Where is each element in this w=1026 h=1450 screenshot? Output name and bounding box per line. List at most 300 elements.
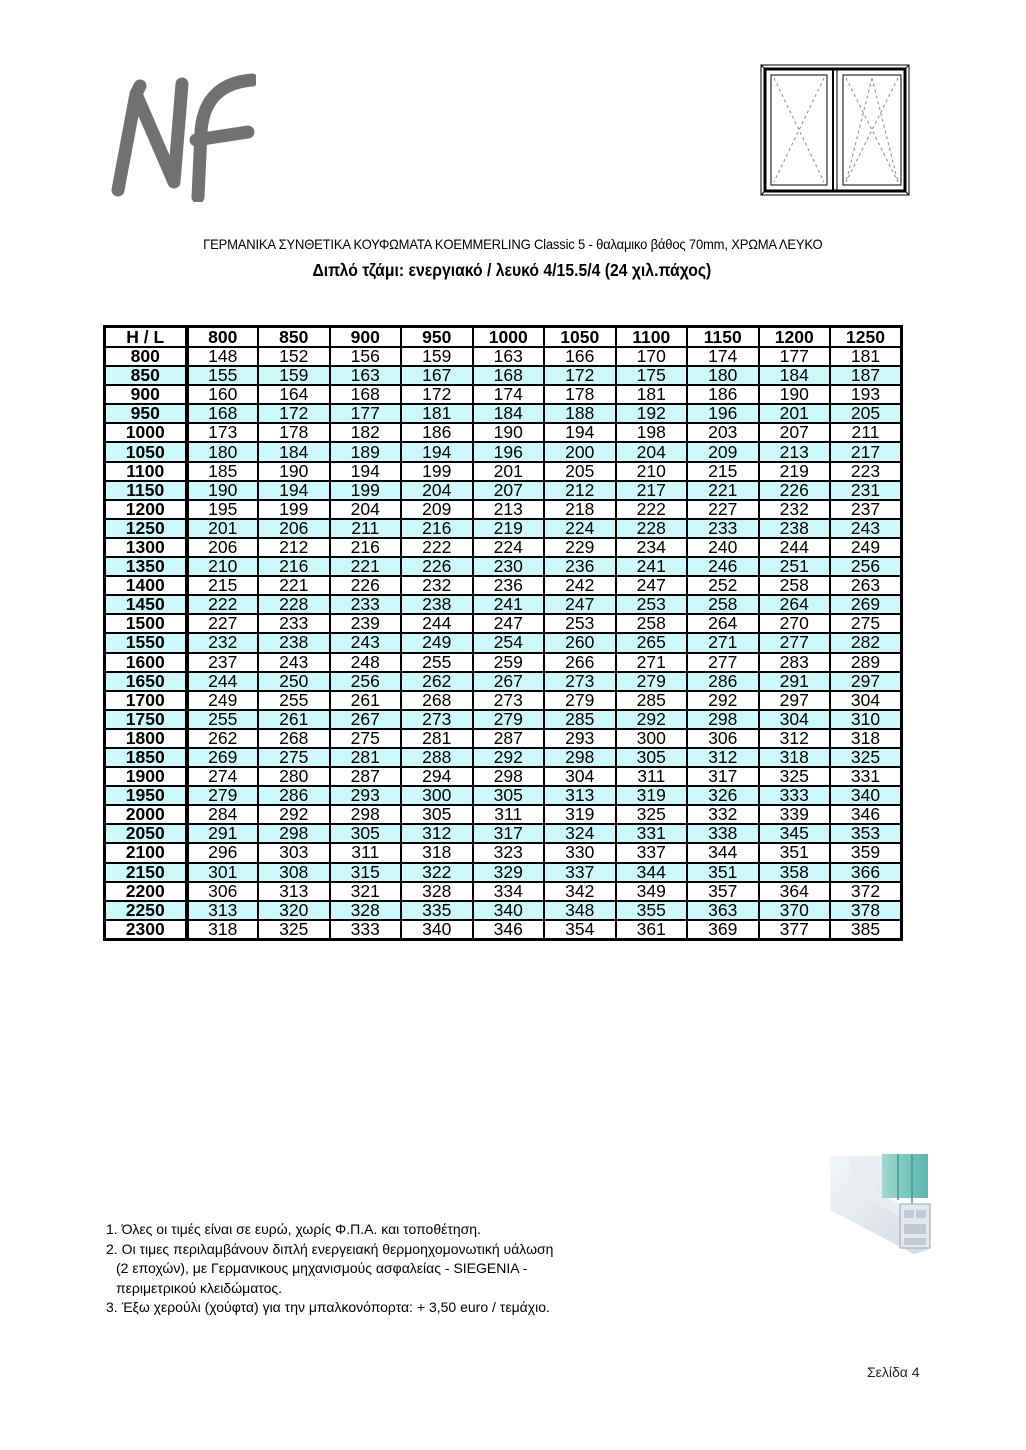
price-cell: 206	[258, 519, 330, 538]
price-cell: 261	[258, 710, 330, 729]
price-cell: 282	[830, 633, 902, 652]
price-cell: 204	[616, 442, 688, 461]
price-cell: 357	[687, 882, 759, 901]
price-cell: 304	[830, 691, 902, 710]
price-cell: 254	[473, 633, 545, 652]
price-cell: 292	[616, 710, 688, 729]
price-cell: 201	[473, 462, 545, 481]
price-cell: 291	[759, 672, 831, 691]
row-header-height-1900: 1900	[105, 767, 187, 786]
price-cell: 281	[401, 729, 473, 748]
price-cell: 244	[401, 614, 473, 633]
note-line: 1. Όλες οι τιμές είναι σε ευρώ, χωρίς Φ.Π.Α. και τοποθέτηση.	[106, 1221, 481, 1237]
table-row	[105, 843, 902, 862]
price-cell: 293	[330, 786, 402, 805]
price-cell: 310	[830, 710, 902, 729]
price-cell: 243	[830, 519, 902, 538]
price-cell: 260	[544, 633, 616, 652]
price-cell: 185	[187, 462, 259, 481]
row-header-height-2150: 2150	[105, 863, 187, 882]
price-cell: 192	[616, 404, 688, 423]
price-cell: 238	[759, 519, 831, 538]
note-item	[106, 1220, 553, 1240]
table-row	[105, 385, 902, 404]
price-cell: 318	[830, 729, 902, 748]
table-body	[105, 347, 902, 939]
table-row	[105, 366, 902, 385]
price-cell: 344	[616, 863, 688, 882]
price-cell: 198	[616, 423, 688, 442]
row-header-height-1450: 1450	[105, 595, 187, 614]
table-row	[105, 442, 902, 461]
price-cell: 173	[187, 423, 259, 442]
price-cell: 219	[759, 462, 831, 481]
price-cell: 189	[330, 442, 402, 461]
price-cell: 280	[258, 767, 330, 786]
price-cell: 285	[616, 691, 688, 710]
table-row	[105, 901, 902, 920]
price-cell: 168	[473, 366, 545, 385]
price-cell: 228	[616, 519, 688, 538]
row-header-height-950: 950	[105, 404, 187, 423]
price-cell: 273	[473, 691, 545, 710]
row-header-height-1400: 1400	[105, 576, 187, 595]
row-header-height-2250: 2250	[105, 901, 187, 920]
price-cell: 246	[687, 557, 759, 576]
price-cell: 349	[616, 882, 688, 901]
price-cell: 244	[759, 538, 831, 557]
price-cell: 273	[401, 710, 473, 729]
price-cell: 328	[330, 901, 402, 920]
price-cell: 297	[830, 672, 902, 691]
price-cell: 325	[616, 805, 688, 824]
document-subtitle: ΓΕΡΜΑΝΙΚΑ ΣΥΝΘΕΤΙΚΑ ΚΟΥΦΩΜΑΤΑ KOEMMERLING Classic 5 - θαλαμικο βάθος 70mm, ΧΡΩΜΑ ΛΕΥΚΟ	[203, 236, 823, 252]
price-cell: 187	[830, 366, 902, 385]
table-row	[105, 423, 902, 442]
price-cell: 323	[473, 843, 545, 862]
price-cell: 330	[544, 843, 616, 862]
row-header-height-1300: 1300	[105, 538, 187, 557]
price-cell: 232	[187, 633, 259, 652]
price-cell: 305	[473, 786, 545, 805]
price-cell: 348	[544, 901, 616, 920]
row-header-height-1200: 1200	[105, 500, 187, 519]
price-cell: 243	[330, 633, 402, 652]
price-cell: 292	[473, 748, 545, 767]
price-cell: 308	[258, 863, 330, 882]
price-cell: 337	[616, 843, 688, 862]
price-cell: 311	[330, 843, 402, 862]
price-cell: 321	[330, 882, 402, 901]
price-cell: 364	[759, 882, 831, 901]
price-cell: 264	[759, 595, 831, 614]
price-cell: 274	[187, 767, 259, 786]
row-header-height-1350: 1350	[105, 557, 187, 576]
price-cell: 331	[616, 824, 688, 843]
row-header-height-1150: 1150	[105, 481, 187, 500]
row-header-height-850: 850	[105, 366, 187, 385]
price-cell: 186	[401, 423, 473, 442]
price-cell: 212	[544, 481, 616, 500]
page-number: Σελίδα 4	[867, 1364, 920, 1380]
price-cell: 206	[187, 538, 259, 557]
price-cell: 325	[258, 920, 330, 940]
price-cell: 240	[687, 538, 759, 557]
price-cell: 305	[401, 805, 473, 824]
price-cell: 174	[687, 347, 759, 366]
price-cell: 286	[258, 786, 330, 805]
table-row	[105, 595, 902, 614]
row-header-height-1650: 1650	[105, 672, 187, 691]
price-cell: 252	[687, 576, 759, 595]
price-cell: 184	[759, 366, 831, 385]
table-row	[105, 863, 902, 882]
price-cell: 237	[830, 500, 902, 519]
price-cell: 267	[473, 672, 545, 691]
price-cell: 325	[759, 767, 831, 786]
price-cell: 255	[401, 653, 473, 672]
price-cell: 181	[616, 385, 688, 404]
column-header-width-950: 950	[401, 327, 473, 348]
price-cell: 217	[616, 481, 688, 500]
price-cell: 277	[687, 653, 759, 672]
table-row	[105, 462, 902, 481]
price-cell: 313	[544, 786, 616, 805]
price-cell: 209	[687, 442, 759, 461]
price-cell: 193	[830, 385, 902, 404]
column-header-width-1000: 1000	[473, 327, 545, 348]
price-cell: 370	[759, 901, 831, 920]
table-row	[105, 748, 902, 767]
price-cell: 279	[473, 710, 545, 729]
price-cell: 292	[258, 805, 330, 824]
note-line: 2. Οι τιμες περιλαμβάνουν διπλή ενεργειακή θερμοηχομονωτική υάλωση	[106, 1240, 554, 1257]
price-cell: 304	[759, 710, 831, 729]
price-cell: 331	[830, 767, 902, 786]
price-cell: 177	[759, 347, 831, 366]
table-row	[105, 672, 902, 691]
price-cell: 227	[687, 500, 759, 519]
price-cell: 190	[759, 385, 831, 404]
price-cell: 210	[187, 557, 259, 576]
price-cell: 205	[830, 404, 902, 423]
price-cell: 207	[759, 423, 831, 442]
price-cell: 184	[258, 442, 330, 461]
price-cell: 238	[401, 595, 473, 614]
price-cell: 163	[473, 347, 545, 366]
table-row	[105, 882, 902, 901]
price-cell: 279	[187, 786, 259, 805]
price-cell: 199	[401, 462, 473, 481]
price-cell: 351	[759, 843, 831, 862]
price-cell: 218	[544, 500, 616, 519]
row-header-height-1000: 1000	[105, 423, 187, 442]
table-header-row	[105, 327, 902, 348]
price-cell: 263	[830, 576, 902, 595]
price-cell: 306	[187, 882, 259, 901]
price-cell: 195	[187, 500, 259, 519]
price-cell: 194	[401, 442, 473, 461]
price-cell: 221	[687, 481, 759, 500]
price-cell: 230	[473, 557, 545, 576]
price-cell: 200	[544, 442, 616, 461]
price-cell: 346	[473, 920, 545, 940]
price-cell: 251	[759, 557, 831, 576]
table-row	[105, 786, 902, 805]
window-profile-image	[828, 1150, 940, 1260]
row-header-height-1700: 1700	[105, 691, 187, 710]
price-cell: 275	[258, 748, 330, 767]
price-cell: 190	[258, 462, 330, 481]
price-cell: 209	[401, 500, 473, 519]
price-cell: 311	[473, 805, 545, 824]
price-cell: 194	[544, 423, 616, 442]
row-header-height-1850: 1850	[105, 748, 187, 767]
row-header-height-1050: 1050	[105, 442, 187, 461]
price-cell: 219	[473, 519, 545, 538]
note-line: περιμετρικού κλειδώματος.	[116, 1279, 283, 1296]
price-cell: 196	[473, 442, 545, 461]
price-cell: 342	[544, 882, 616, 901]
table-row	[105, 614, 902, 633]
price-cell: 236	[473, 576, 545, 595]
price-cell: 196	[687, 404, 759, 423]
price-cell: 281	[330, 748, 402, 767]
price-cell: 312	[401, 824, 473, 843]
price-cell: 265	[616, 633, 688, 652]
price-cell: 172	[258, 404, 330, 423]
row-header-height-1500: 1500	[105, 614, 187, 633]
price-cell: 172	[544, 366, 616, 385]
note-line: (2 εποχών), με Γερμανικους μηχανισμούς ασφαλείας - SIEGENIA -	[116, 1260, 528, 1276]
price-cell: 317	[473, 824, 545, 843]
price-cell: 238	[258, 633, 330, 652]
table-row	[105, 691, 902, 710]
table-row	[105, 767, 902, 786]
price-cell: 296	[187, 843, 259, 862]
price-cell: 253	[616, 595, 688, 614]
price-cell: 298	[258, 824, 330, 843]
price-cell: 264	[687, 614, 759, 633]
price-cell: 305	[616, 748, 688, 767]
price-cell: 286	[687, 672, 759, 691]
corner-header-cell: H / L	[105, 327, 187, 348]
price-cell: 253	[544, 614, 616, 633]
price-cell: 268	[258, 729, 330, 748]
price-cell: 168	[187, 404, 259, 423]
price-cell: 313	[187, 901, 259, 920]
price-cell: 249	[401, 633, 473, 652]
price-cell: 255	[258, 691, 330, 710]
price-cell: 322	[401, 863, 473, 882]
price-cell: 259	[473, 653, 545, 672]
price-cell: 306	[687, 729, 759, 748]
table-row	[105, 519, 902, 538]
price-cell: 199	[258, 500, 330, 519]
price-cell: 199	[330, 481, 402, 500]
price-cell: 279	[544, 691, 616, 710]
price-cell: 155	[187, 366, 259, 385]
price-cell: 266	[544, 653, 616, 672]
price-cell: 228	[258, 595, 330, 614]
price-cell: 324	[544, 824, 616, 843]
price-cell: 229	[544, 538, 616, 557]
price-cell: 385	[830, 920, 902, 940]
document-title: Διπλό τζάμι: ενεργιακό / λευκό 4/15.5/4 (24 χιλ.πάχος)	[312, 260, 712, 280]
price-cell: 207	[473, 481, 545, 500]
price-cell: 178	[544, 385, 616, 404]
price-cell: 275	[330, 729, 402, 748]
price-cell: 271	[687, 633, 759, 652]
price-cell: 298	[330, 805, 402, 824]
price-cell: 287	[330, 767, 402, 786]
note-line: 3. Έξω χερούλι (χούφτα) για την μπαλκονόπορτα: + 3,50 euro / τεμάχιο.	[106, 1299, 550, 1315]
price-cell: 249	[187, 691, 259, 710]
table-row	[105, 920, 902, 940]
price-cell: 221	[258, 576, 330, 595]
price-cell: 298	[687, 710, 759, 729]
price-cell: 261	[330, 691, 402, 710]
price-cell: 333	[330, 920, 402, 940]
price-cell: 178	[258, 423, 330, 442]
table-row	[105, 538, 902, 557]
price-cell: 340	[401, 920, 473, 940]
price-cell: 249	[830, 538, 902, 557]
table-row	[105, 805, 902, 824]
row-header-height-1950: 1950	[105, 786, 187, 805]
price-cell: 268	[401, 691, 473, 710]
price-cell: 318	[187, 920, 259, 940]
price-cell: 283	[759, 653, 831, 672]
row-header-height-1250: 1250	[105, 519, 187, 538]
table-row	[105, 824, 902, 843]
price-cell: 163	[330, 366, 402, 385]
price-cell: 255	[187, 710, 259, 729]
price-cell: 301	[187, 863, 259, 882]
price-cell: 244	[187, 672, 259, 691]
price-cell: 298	[473, 767, 545, 786]
column-header-width-1050: 1050	[544, 327, 616, 348]
price-cell: 328	[401, 882, 473, 901]
price-cell: 291	[187, 824, 259, 843]
price-cell: 217	[830, 442, 902, 461]
price-cell: 205	[544, 462, 616, 481]
price-cell: 167	[401, 366, 473, 385]
price-cell: 181	[830, 347, 902, 366]
price-cell: 273	[544, 672, 616, 691]
price-cell: 258	[759, 576, 831, 595]
price-cell: 194	[258, 481, 330, 500]
price-cell: 181	[401, 404, 473, 423]
price-cell: 300	[616, 729, 688, 748]
price-cell: 203	[687, 423, 759, 442]
notes-list	[106, 1220, 553, 1318]
price-cell: 156	[330, 347, 402, 366]
price-cell: 211	[830, 423, 902, 442]
price-cell: 226	[759, 481, 831, 500]
price-cell: 267	[330, 710, 402, 729]
price-table	[103, 325, 903, 941]
price-cell: 256	[830, 557, 902, 576]
row-header-height-800: 800	[105, 347, 187, 366]
nf-logo	[106, 72, 256, 202]
price-cell: 213	[473, 500, 545, 519]
price-cell: 224	[473, 538, 545, 557]
price-cell: 258	[616, 614, 688, 633]
price-cell: 190	[473, 423, 545, 442]
price-cell: 258	[687, 595, 759, 614]
window-drawing-icon	[760, 62, 910, 198]
price-cell: 378	[830, 901, 902, 920]
note-item	[106, 1240, 553, 1299]
price-cell: 164	[258, 385, 330, 404]
price-cell: 184	[473, 404, 545, 423]
price-cell: 340	[473, 901, 545, 920]
price-cell: 294	[401, 767, 473, 786]
price-cell: 224	[544, 519, 616, 538]
price-cell: 298	[544, 748, 616, 767]
price-cell: 345	[759, 824, 831, 843]
price-cell: 339	[759, 805, 831, 824]
price-cell: 270	[759, 614, 831, 633]
price-cell: 186	[687, 385, 759, 404]
price-cell: 152	[258, 347, 330, 366]
price-cell: 359	[830, 843, 902, 862]
price-cell: 269	[830, 595, 902, 614]
price-cell: 213	[759, 442, 831, 461]
table-row	[105, 710, 902, 729]
price-cell: 289	[830, 653, 902, 672]
price-cell: 353	[830, 824, 902, 843]
price-cell: 222	[187, 595, 259, 614]
price-cell: 232	[759, 500, 831, 519]
price-cell: 325	[830, 748, 902, 767]
price-cell: 177	[330, 404, 402, 423]
column-header-width-1150: 1150	[687, 327, 759, 348]
price-cell: 372	[830, 882, 902, 901]
row-header-height-1100: 1100	[105, 462, 187, 481]
price-cell: 239	[330, 614, 402, 633]
price-cell: 337	[544, 863, 616, 882]
row-header-height-2300: 2300	[105, 920, 187, 940]
price-cell: 287	[473, 729, 545, 748]
price-cell: 175	[616, 366, 688, 385]
price-cell: 216	[401, 519, 473, 538]
price-cell: 311	[616, 767, 688, 786]
price-cell: 300	[401, 786, 473, 805]
price-cell: 174	[473, 385, 545, 404]
price-cell: 243	[258, 653, 330, 672]
row-header-height-2200: 2200	[105, 882, 187, 901]
column-header-width-1200: 1200	[759, 327, 831, 348]
price-cell: 344	[687, 843, 759, 862]
price-cell: 248	[330, 653, 402, 672]
price-cell: 236	[544, 557, 616, 576]
price-cell: 333	[759, 786, 831, 805]
price-cell: 303	[258, 843, 330, 862]
price-cell: 329	[473, 863, 545, 882]
price-cell: 241	[616, 557, 688, 576]
price-cell: 226	[330, 576, 402, 595]
price-cell: 285	[544, 710, 616, 729]
price-cell: 269	[187, 748, 259, 767]
price-cell: 319	[616, 786, 688, 805]
table-row	[105, 576, 902, 595]
price-cell: 305	[330, 824, 402, 843]
price-cell: 318	[759, 748, 831, 767]
row-header-height-1800: 1800	[105, 729, 187, 748]
price-cell: 231	[830, 481, 902, 500]
